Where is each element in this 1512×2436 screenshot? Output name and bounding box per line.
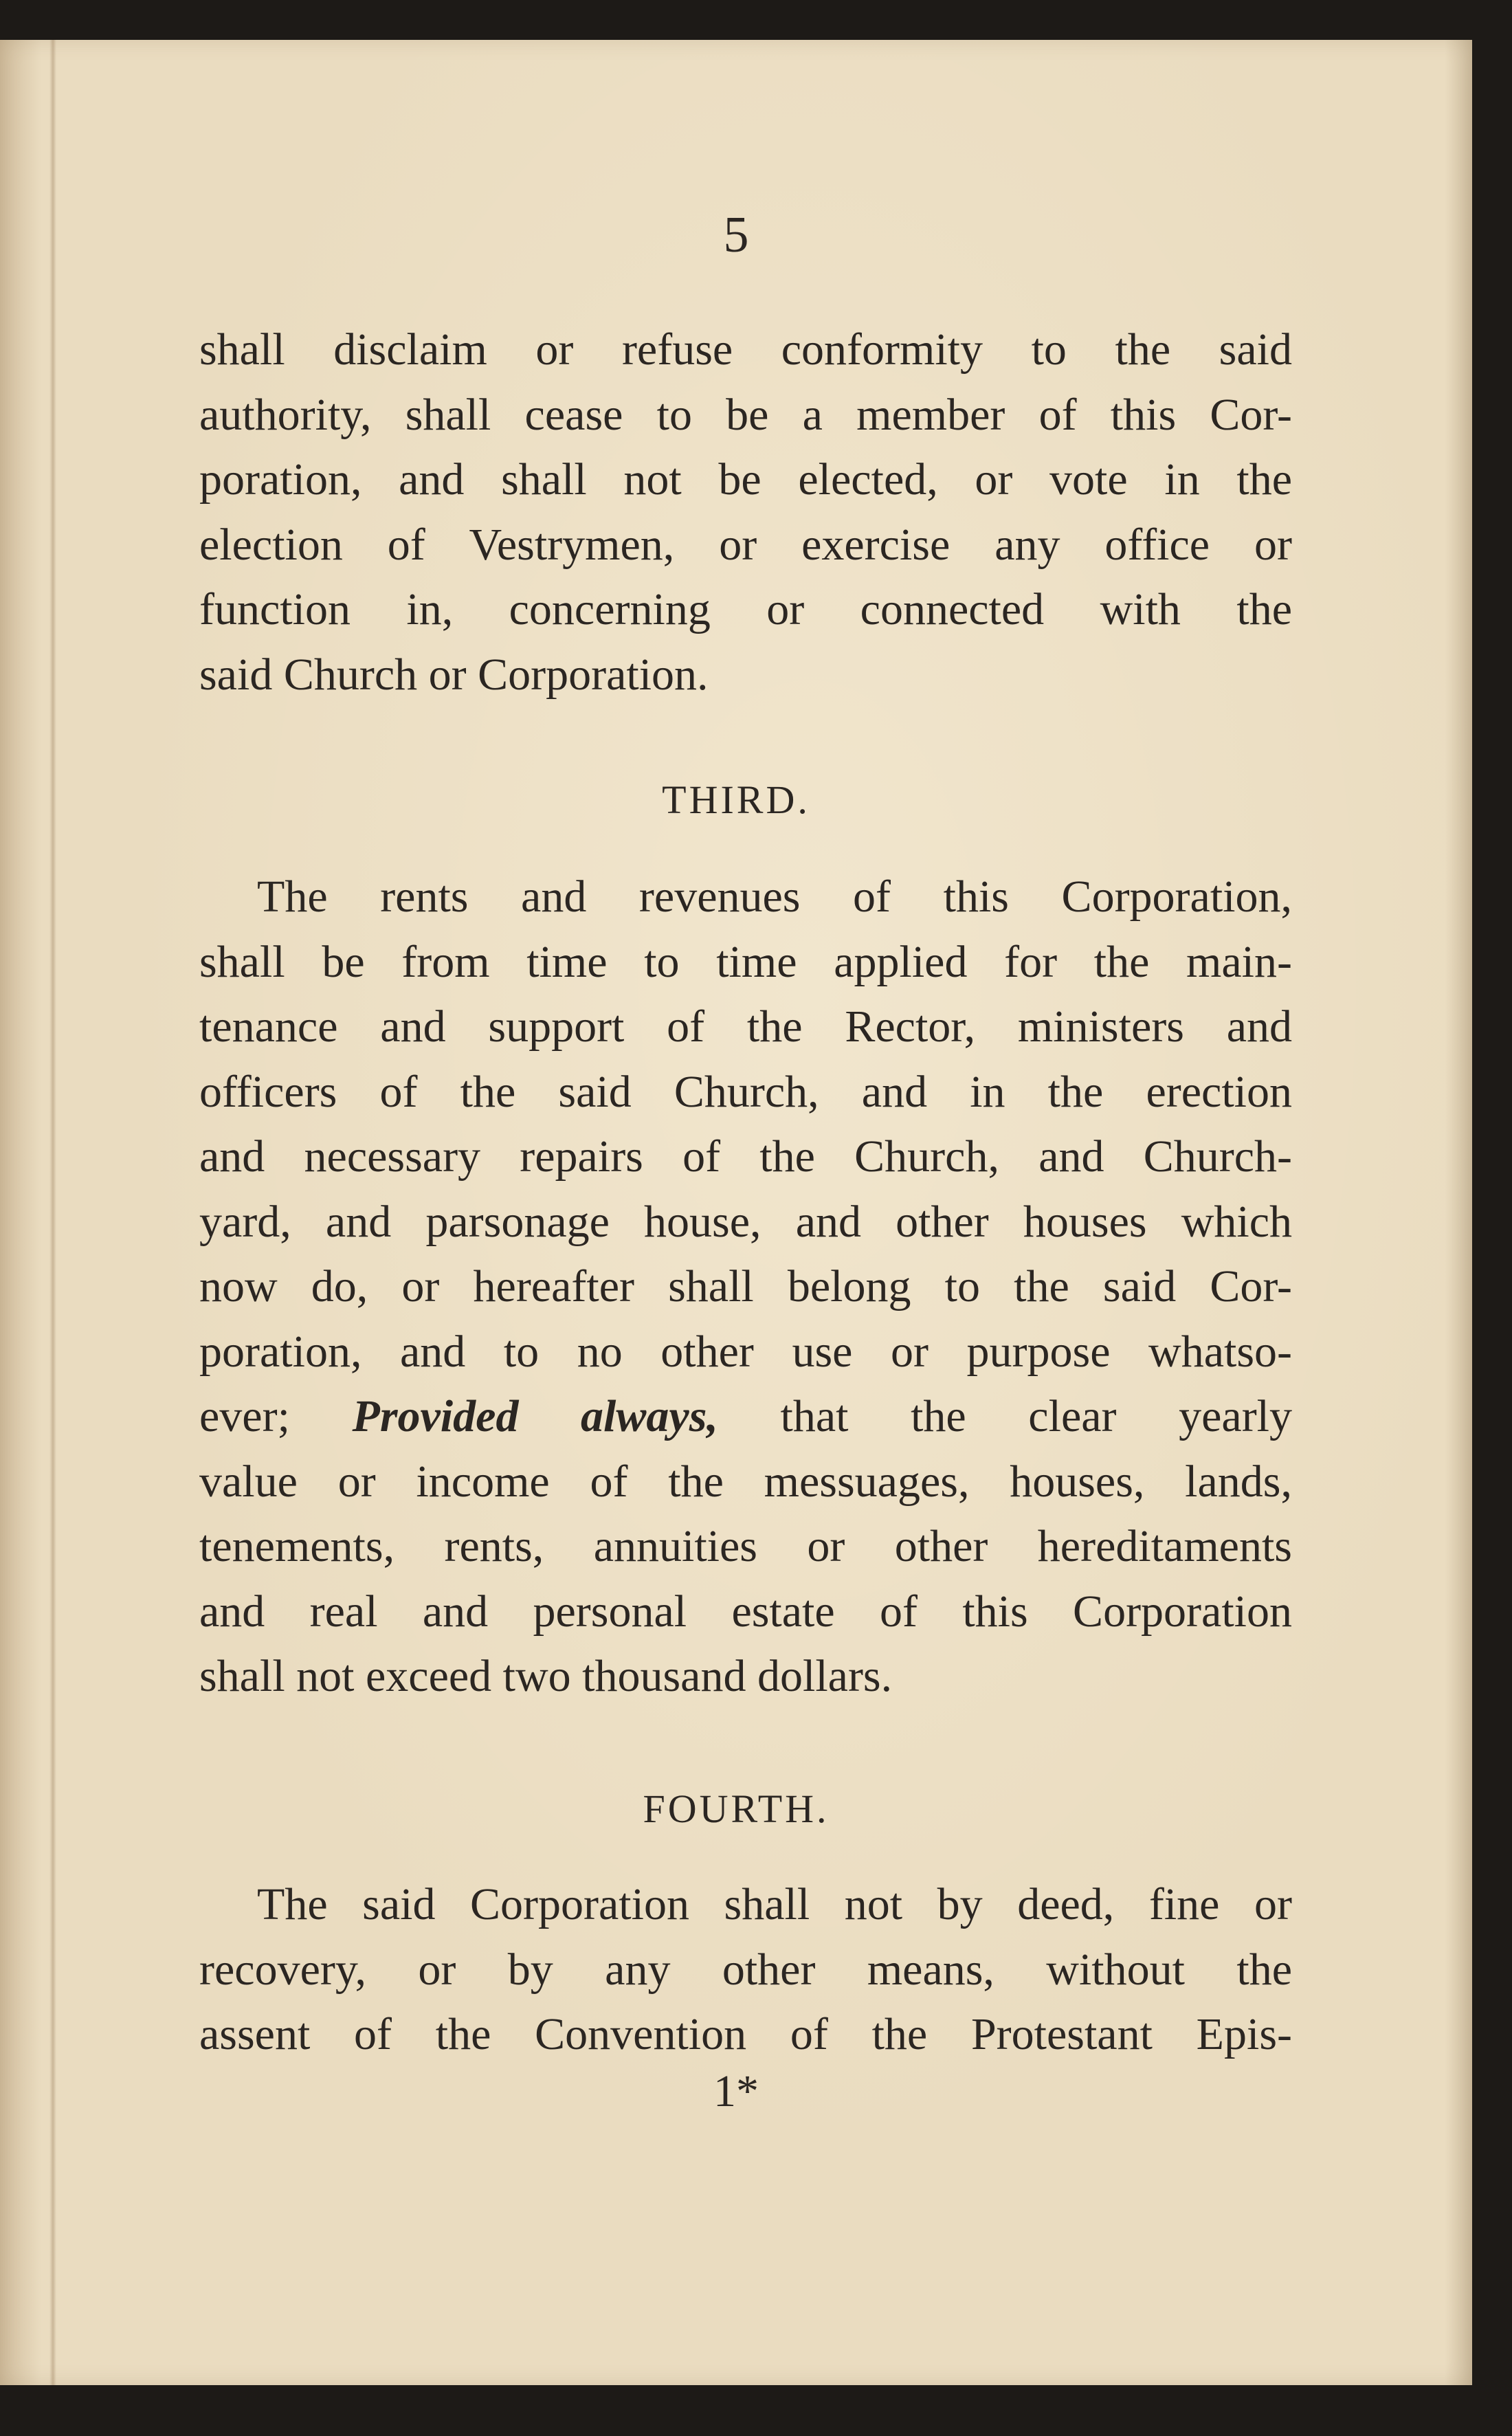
text-line: authority, shall cease to be a member of this Cor-	[199, 389, 1292, 440]
text-line-mixed	[199, 1384, 1292, 1450]
text-line: said Church or Corporation.	[199, 649, 709, 700]
paragraph-third	[199, 865, 1292, 1709]
page-gutter-shadow	[49, 40, 56, 2385]
paragraph-fourth	[199, 1872, 1292, 2068]
text-line: tenance and support of the Rector, ministers and	[199, 1001, 1292, 1052]
text-run: ever;	[199, 1391, 290, 1441]
text-line: shall be from time to time applied for the main-	[199, 936, 1292, 987]
text-line: and necessary repairs of the Church, and Church-	[199, 1131, 1292, 1182]
text-line: poration, and to no other use or purpose whatso-	[199, 1326, 1292, 1377]
section-heading-third: THIRD.	[662, 777, 810, 822]
text-line: officers of the said Church, and in the erection	[199, 1066, 1292, 1117]
text-line: value or income of the messuages, houses, lands,	[199, 1456, 1292, 1507]
text-run: that the clear yearly	[780, 1391, 1293, 1441]
text-line: shall disclaim or refuse conformity to the said	[199, 324, 1292, 375]
paragraph-continuation	[199, 318, 1292, 707]
text-line: tenements, rents, annuities or other hereditaments	[199, 1521, 1292, 1571]
text-line: assent of the Convention of the Protestant Epis-	[199, 2009, 1292, 2059]
italic-emphasis: Provided always,	[352, 1391, 718, 1441]
text-line: function in, concerning or connected with the	[199, 584, 1292, 634]
section-heading-fourth: FOURTH.	[643, 1786, 830, 1831]
text-line: The said Corporation shall not by deed, fine or	[257, 1879, 1292, 1929]
page-number: 5	[723, 207, 749, 263]
text-line: now do, or hereafter shall belong to the said Cor-	[199, 1261, 1292, 1311]
text-line: shall not exceed two thousand dollars.	[199, 1651, 893, 1701]
text-line: and real and personal estate of this Corporation	[199, 1586, 1292, 1637]
text-line: recovery, or by any other means, without the	[199, 1944, 1292, 1995]
signature-mark: 1*	[713, 2066, 759, 2116]
text-line: poration, and shall not be elected, or vote in the	[199, 454, 1292, 505]
text-line: election of Vestrymen, or exercise any office or	[199, 519, 1292, 570]
text-line: yard, and parsonage house, and other houses which	[199, 1196, 1292, 1247]
text-line: The rents and revenues of this Corporation,	[257, 872, 1292, 922]
